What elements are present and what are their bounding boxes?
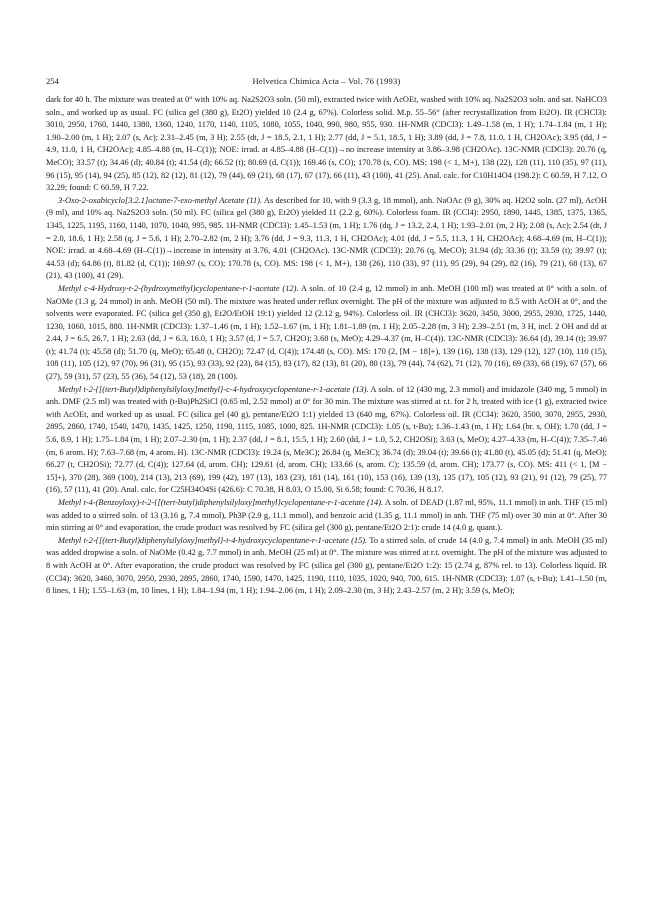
- compound-title: 3-Oxo-2-oxabicyclo[3.2.1]octane-7-exo-methyl Acetate (11).: [58, 195, 263, 205]
- paragraph-compound-12: [46, 283, 607, 384]
- compound-title: Methyl t-2-{[(tert-Butyl)diphenylsilyloxy]methyl}-c-4-hydroxycyclopentane-r-1-acetate (13).: [58, 384, 369, 394]
- paragraph-continued: [46, 94, 607, 195]
- paragraph-text: To a stirred soln. of crude 14 (4.0 g, 7.4 mmol) in anh. MeOH (35 ml) was added dropwise a soln. of NaOMe (0.42 g, 7.7 mmol) in anh. MeOH (25 ml) at 0°. The mixture was stirred at r.t. overnight. The pH of the mixture was adjusted to 8 with AcOH at 0°. After evaporation, the crude product was resolved by FC (silica gel (300 g), pentane/Et2O 1:2): 15 (2.74 g, 87% rel. to 13). Colorless liquid. IR (CCl4): 3620, 3460, 3070, 2950, 2930, 2895, 2860, 1740, 1590, 1470, 1425, 1190, 1110, 1035, 1020, 940, 700, 615. 1H-NMR (CDCl3): 1.07 (s, t-Bu); 1.41–1.50 (m, 8 lines, 1 H); 1.55–1.63 (m, 10 lines, 1 H); 1.84–1.94 (m, 1 H); 1.94–2.06 (m, 1 H); 2.09–2.30 (m, 3 H); 2.43–2.57 (m, 2 H); 3.59 (s, MeO);: [46, 535, 607, 596]
- paragraph-compound-11: [46, 195, 607, 283]
- paragraph-text: As described for 10, with 9 (3.3 g, 18 mmol), anh. NaOAc (9 g), 30% aq. H2O2 soln. (27 ml), AcOH (9 ml), and 10% aq. Na2S2O3 soln. (50 ml). FC (silica gel (380 g), Et2O) yielded 11 (2.2 g, 60%). Colorless foam. IR (CCl4): 2950, 1890, 1445, 1385, 1375, 1365, 1345, 1225, 1195, 1160, 1140, 1070, 1040, 995, 985. 1H-NMR (CDCl3): 1.45–1.53 (m, 1 H); 1.76 (dq, J = 13.2, 2.4, 1 H); 1.93–2.01 (m, 2 H); 2.08 (s, Ac); 2.54 (dt, J = 2.0, 18.6, 1 H); 2.58 (q, J = 5.6, 1 H); 2.70–2.82 (m, 2 H); 3.76 (dd, J = 9.3, 11.3, 1 H, CH2OAc); 4.01 (dd, J = 5.5, 11.3, 1 H, CH2OAc); 4.68–4.69 (m, H–C(1)); NOE: irrad. at 4.68–4.69 (H–C(1))→increase in intensity at 3.76, 4.01 (CH2OAc). 13C-NMR (CDCl3): 20.76 (q, MeCO); 31.94 (d); 33.36 (t); 33.59 (t); 39.97 (t); 44.53 (d); 64.86 (t), 81.82 (d, C(1)); 169.97 (s, CO); 170.78 (s, CO). MS: 198 (< 1, M+), 138 (26), 110 (33), 97 (11), 95 (29), 94 (29), 82 (16), 79 (21), 68 (13), 67 (21), 43 (100), 41 (29).: [46, 195, 607, 281]
- paragraph-text: A soln. of DEAD (1.87 ml, 95%, 11.1 mmol) in anh. THF (15 ml) was added to a stirred soln. of 13 (3.16 g, 7.4 mmol), Ph3P (2.9 g, 11.1 mmol), and benzoic acid (1.35 g, 11.1 mmol) in anh. THF (75 ml) over 30 min at 0°. After 30 min stirring at 0° and evaporation, the crude product was resolved by FC (silica gel (300 g), pentane/Et2O 2:1): crude 14 (4.0 g, quant.).: [46, 498, 607, 533]
- running-header: [46, 76, 607, 88]
- compound-title: Methyl c-4-Hydroxy-t-2-(hydroxymethyl)cyclopentane-r-1-acetate (12).: [58, 283, 299, 293]
- compound-title: Methyl t-2-{[(tert-Butyl)diphenylsilyloxy]methyl}-t-4-hydroxycyclopentane-r-1-acetate (15).: [58, 535, 368, 545]
- paragraph-text: A soln. of 12 (430 mg, 2.3 mmol) and imidazole (340 mg, 5 mmol) in anh. DMF (2.5 ml) was treated with (t-Bu)Ph2SiCl (0.65 ml, 2.52 mmol) at 0° for 30 min. The mixture was stirred at r.t. for 2 h, treated with ice (1 g), extracted twice with AcOEt, and worked up as usual. FC (silica gel (40 g), pentane/Et2O 1:1) yielded 13 (640 mg, 67%). Colorless oil. IR (CCl4): 3620, 3500, 3070, 2955, 2930, 2895, 2860, 1740, 1540, 1470, 1435, 1425, 1250, 1190, 1115, 1085, 1000, 825. 1H-NMR (CDCl3): 1.05 (s, t-Bu); 1.36–1.43 (m, 1 H); 1.64 (br. s, OH); 1.70 (dd, J = 5.6, 8.9, 1 H); 1.75–1.84 (m, 1 H); 2.07–2.30 (m, 1 H); 2.37 (dd, J = 8.1, 15.5, 1 H); 2.60 (dd, J = 1.0, 5.2, CH2OSi); 3.63 (s, MeO); 4.27–4.33 (m, H–C(4)); 7.35–7.46 (m, 6 arom. H); 7.63–7.68 (m, 4 arom. H). 13C-NMR (CDCl3): 19.24 (s, Me3C); 26.84 (q, Me3C); 36.74 (d); 39.04 (t); 39.66 (t); 41.80 (t), 45.05 (d); 51.41 (q, MeO); 66.27 (t, CH2OSi); 72.77 (d, C(4)); 127.64 (d, arom. CH); 129.61 (d, arom. CH); 133.66 (s, arom. C); 135.59 (d, arom. CH); 173.77 (s, CO). MS: 411 (< 1, [M − 15]+), 370 (28), 369 (100), 214 (13), 213 (69), 199 (42), 197 (13), 183 (23), 181 (14), 161 (10), 153 (16), 139 (13), 135 (17), 105 (12), 93 (21), 91 (12), 79 (25), 77 (16), 57 (11), 41 (20). Anal. calc. for C25H34O4Si (426.6): C 70.38, H 8.03, O 15.00, Si 6.58; found: C 70.36, H 8.17.: [46, 384, 607, 495]
- journal-title: Helvetica Chimica Acta – Vol. 76 (1993): [252, 76, 401, 86]
- paragraph-compound-14: [46, 497, 607, 535]
- paragraph-compound-15: [46, 535, 607, 598]
- page-body: [46, 94, 607, 598]
- paragraph-text: dark for 40 h. The mixture was treated at 0° with 10% aq. Na2S2O3 soln. (50 ml), extracted twice with AcOEt, washed with 10% aq. Na2S2O3 soln. and sat. NaHCO3 soln., and worked up as usual. FC (silica gel (380 g), Et2O) yielded 10 (2.4 g, 67%). Colorless solid. M.p. 55–56° (after recrystallization from Et2O). IR (CHCl3): 3010, 2950, 1760, 1440, 1380, 1360, 1240, 1170, 1140, 1105, 1080, 1055, 1040, 990, 980, 955, 930. 1H-NMR (CDCl3): 1.49–1.58 (m, 1 H); 1.74–1.84 (m, 1 H); 1.90–2.00 (m, 1 H); 2.07 (s, Ac); 2.31–2.45 (m, 3 H); 2.55 (dt, J = 18.5, 2.1, 1 H); 2.77 (dd, J = 5.1, 18.5, 1 H); 3.89 (dd, J = 7.8, 11.0, 1 H, CH2OAc); 3.95 (dd, J = 4.9, 11.0, 1 H, CH2OAc); 4.85–4.88 (m, H–C(1)); NOE: irrad. at 4.85–4.88 (H–C(1))→no increase intensity at 3.86–3.98 (CH2OAc). 13C-NMR (CDCl3): 20.76 (q, MeCO); 33.57 (t); 34.46 (d); 40.84 (t); 41.54 (d); 66.52 (t); 80.69 (d, C(1)); 169.46 (s, CO); 170.78 (s, CO). MS: 198 (< 1, M+), 138 (22), 128 (11), 110 (35), 97 (11), 96 (15), 95 (14), 94 (25), 85 (12), 82 (12), 81 (12), 79 (44), 69 (21), 68 (17), 67 (17), 66 (11), 43 (100), 41 (25). Anal. calc. for C10H14O4 (198.2): C 60.59, H 7.12, O 32.29; found: C 60.59, H 7.22.: [46, 95, 607, 193]
- page-number: 254: [46, 76, 59, 86]
- paragraph-compound-13: [46, 384, 607, 497]
- compound-title: Methyl t-4-(Benzoyloxy)-t-2-{[(tert-butyl)diphenylsilyloxy]methyl}cyclopentane-r-1-acetate (14).: [58, 498, 384, 507]
- paragraph-text: A soln. of 10 (2.4 g, 12 mmol) in anh. MeOH (100 ml) was treated at 0° with a soln. of NaOMe (1.3 g, 24 mmol) in anh. MeOH (50 ml). The mixture was heated under reflux overnight. The pH of the mixture was adjusted to 8.5 with AcOH at 0°, and the solvents were evaporated. FC (silica gel (350 g), Et2O/EtOH 19:1) yielded 12 (2.12 g, 94%). Colorless oil. IR (CHCl3): 3620, 3450, 3000, 2955, 2930, 1725, 1440, 1230, 1060, 1015, 880. 1H-NMR (CDCl3): 1.37–1.46 (m, 1 H); 1.52–1.67 (m, 1 H); 1.81–1.89 (m, 1 H); 2.05–2.28 (m, 3 H); 2.39–2.51 (m, 3 H, incl. 2 OH and dd at 2.44, J = 6.5, 26.7, 1 H); 2.63 (dd, J = 6.3, 16.0, 1 H); 3.57 (d, J = 5.7, CH2O); 3.68 (s, MeO); 4.29–4.37 (m, H–C(4)). 13C-NMR (CDCl3): 36.64 (d), 39.14 (t); 39.97 (t); 41.74 (t); 45.58 (d); 51.70 (q, MeO); 65.48 (t, CH2O); 72.47 (d, C(4)); 174.48 (s, CO). MS: 170 (2, [M − 18]+), 139 (16), 138 (13), 129 (12), 127 (10), 110 (15), 108 (11), 105 (12), 97 (70), 96 (31), 95 (15), 93 (33), 92 (23), 84 (15), 83 (17), 82 (13), 81 (20), 80 (13), 79 (44), 74 (62), 71 (12), 70 (16), 69 (33), 68 (19), 67 (57), 66 (27), 59 (31), 57 (23), 55 (36), 54 (12), 53 (18), 28 (100).: [46, 283, 607, 382]
